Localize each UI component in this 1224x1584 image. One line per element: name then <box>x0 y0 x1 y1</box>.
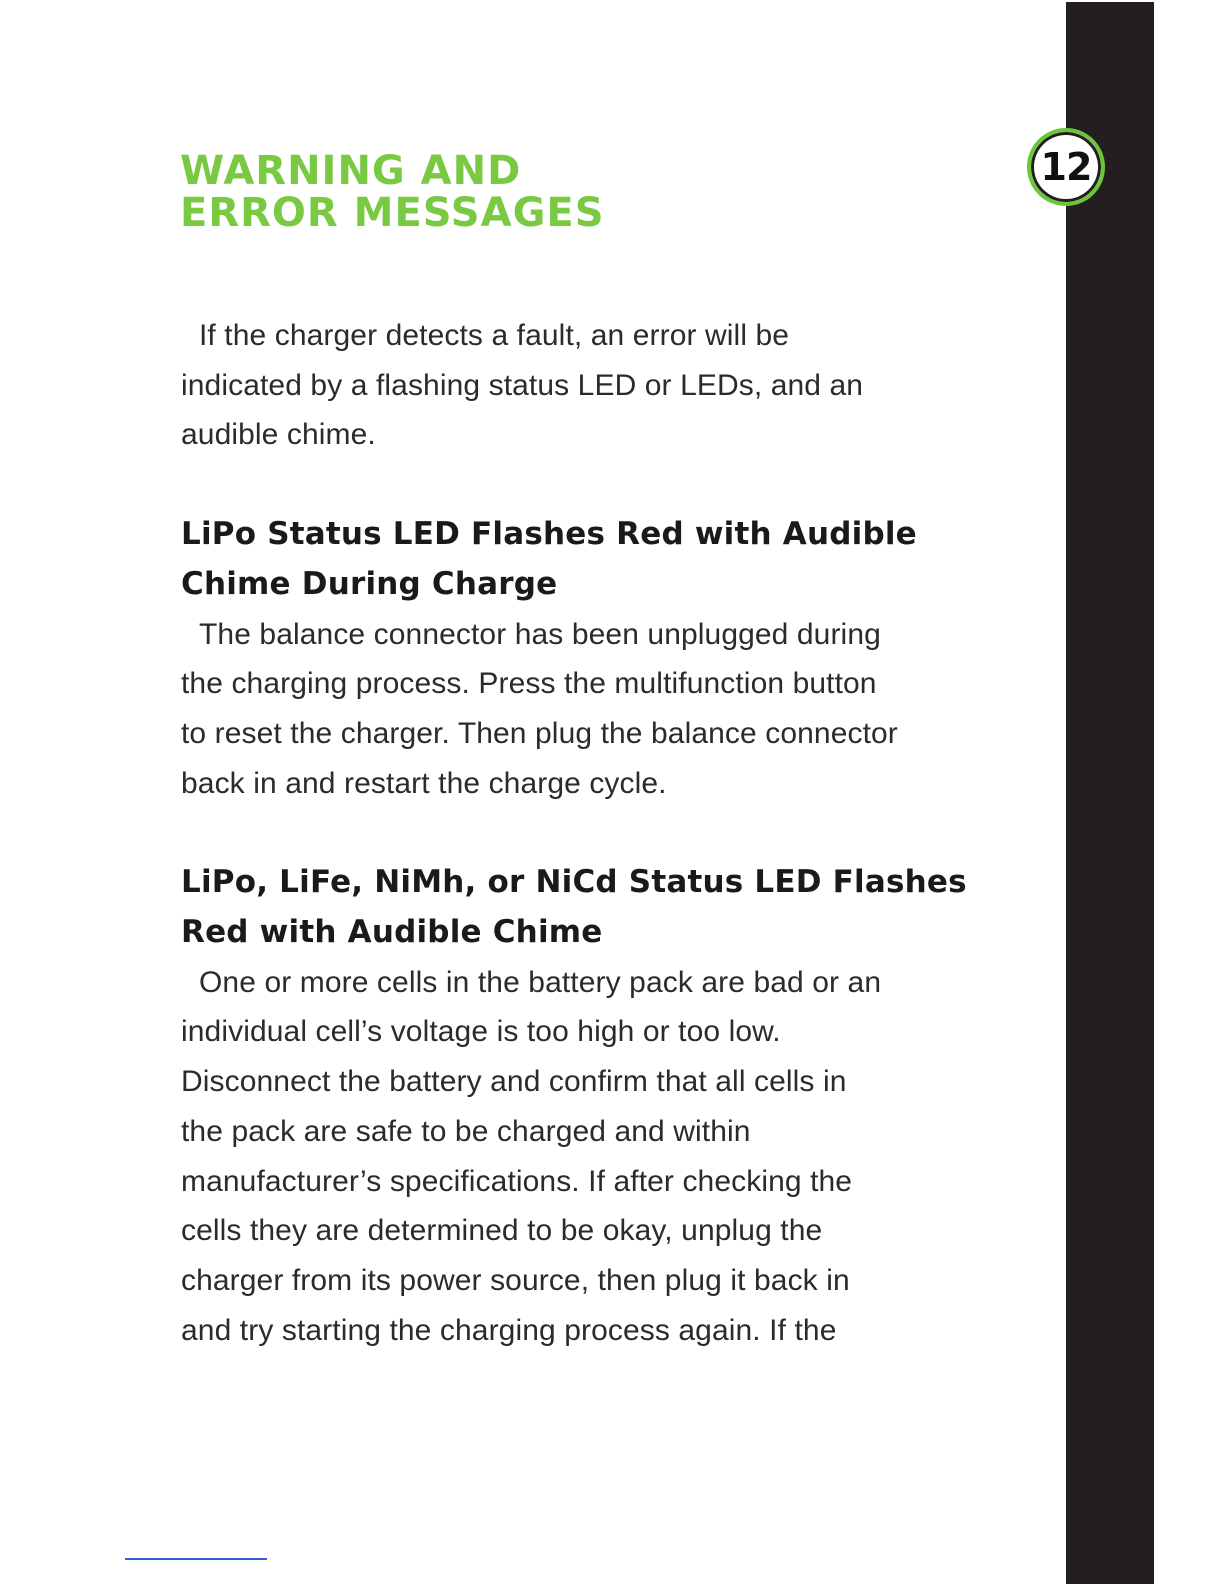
section-heading-line: Red with Audible Chime <box>181 914 603 951</box>
section-body-line: The balance connector has been unplugged during <box>199 617 881 651</box>
section-body-line: and try starting the charging process again. If the <box>181 1313 837 1347</box>
page-title-line: WARNING AND <box>180 148 522 194</box>
section-body-line: cells they are determined to be okay, unplug the <box>181 1214 823 1248</box>
section-heading <box>181 510 1011 609</box>
page-number: 12 <box>1040 145 1092 189</box>
intro-line: audible chime. <box>181 418 376 452</box>
section-lipo-balance-error <box>181 510 1011 808</box>
section-cell-fault-error <box>181 858 1011 1355</box>
section-body-line: to reset the charger. Then plug the balance connector <box>181 716 898 750</box>
page-number-badge <box>1027 128 1105 206</box>
section-heading-line: Chime During Charge <box>181 565 558 602</box>
section-body-line: individual cell’s voltage is too high or too low. <box>181 1015 781 1049</box>
section-body-line: manufacturer’s specifications. If after checking the <box>181 1164 853 1198</box>
section-body <box>181 958 1011 1356</box>
spacer <box>181 808 1011 858</box>
section-body <box>181 610 1011 809</box>
section-body-line: Disconnect the battery and confirm that all cells in <box>181 1065 847 1099</box>
intro-line: indicated by a flashing status LED or LEDs, and an <box>181 368 864 402</box>
content-body <box>181 311 1011 1355</box>
intro-paragraph <box>181 311 1011 460</box>
section-body-line: the pack are safe to be charged and within <box>181 1114 751 1148</box>
section-body-line: the charging process. Press the multifunction button <box>181 667 877 701</box>
section-body-line: charger from its power source, then plug it back in <box>181 1263 850 1297</box>
section-heading-line: LiPo, LiFe, NiMh, or NiCd Status LED Flashes <box>181 864 967 901</box>
side-bar <box>1066 2 1154 1584</box>
section-body-line: back in and restart the charge cycle. <box>181 766 667 800</box>
intro-line: If the charger detects a fault, an error will be <box>199 319 790 352</box>
footer-link-underline[interactable] <box>125 1558 267 1560</box>
section-body-line: One or more cells in the battery pack are bad or an <box>199 965 882 999</box>
section-heading <box>181 858 1011 957</box>
spacer <box>181 460 1011 510</box>
section-heading-line: LiPo Status LED Flashes Red with Audible <box>181 516 917 553</box>
page-title-line: ERROR MESSAGES <box>180 190 605 236</box>
page-title <box>180 150 605 234</box>
